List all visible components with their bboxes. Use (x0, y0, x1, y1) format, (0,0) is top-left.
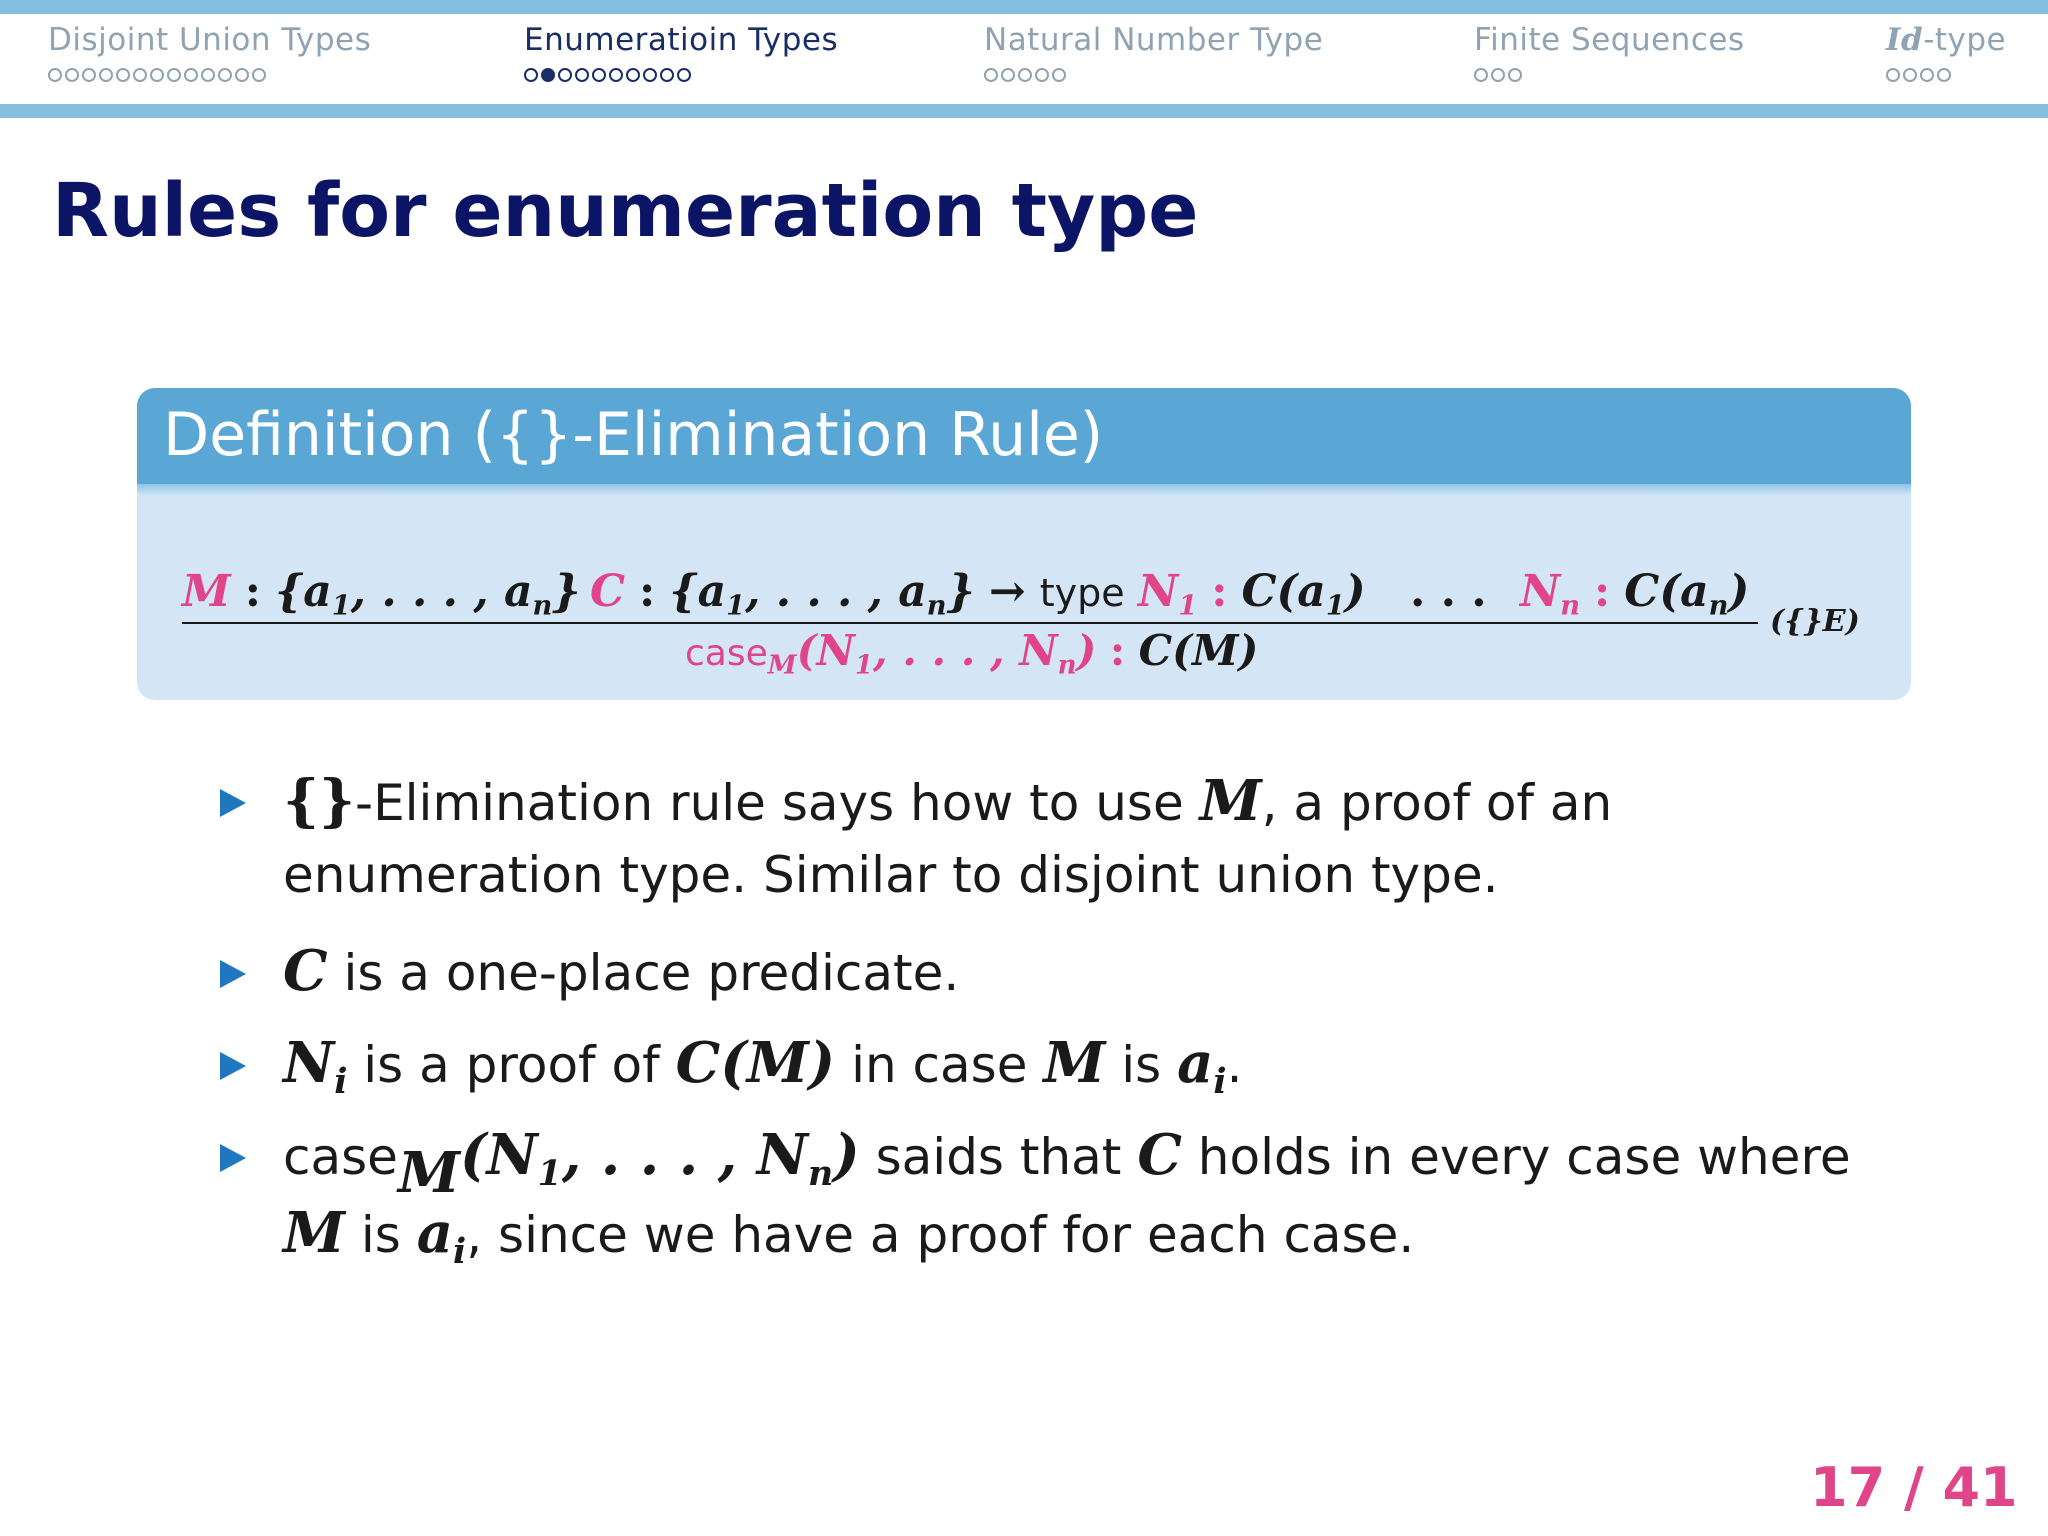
set-open: {a (669, 566, 727, 617)
bullet-3 (283, 1030, 1243, 1103)
conclusion-rhs: C(M) (1138, 626, 1259, 675)
sub: n (926, 589, 947, 622)
args: (N (459, 1122, 538, 1188)
case-word: case (283, 1128, 398, 1186)
colon: : (244, 566, 261, 617)
sub: 1 (854, 650, 873, 681)
frame-dot[interactable] (65, 68, 79, 82)
colon: : (1211, 566, 1228, 617)
bottom-stripe (0, 104, 2048, 118)
frame-dot[interactable] (626, 68, 640, 82)
premise-nn (1520, 566, 1750, 622)
frame-dot[interactable] (184, 68, 198, 82)
frame-dot[interactable] (1937, 68, 1951, 82)
rhs-close: ) (1728, 566, 1750, 617)
args-open: (N (796, 626, 855, 675)
premise-ellipsis: . . . (1410, 566, 1487, 617)
sub: i (453, 1231, 467, 1273)
bullet-1-line-1 (283, 768, 1612, 834)
frame-dot[interactable] (167, 68, 181, 82)
frame-dot[interactable] (1491, 68, 1505, 82)
bullet-arrow-icon (220, 1144, 246, 1172)
args: ) (833, 1122, 860, 1188)
rule-conclusion (685, 626, 1259, 681)
frame-dot[interactable] (48, 68, 62, 82)
frame-dot[interactable] (201, 68, 215, 82)
nav-section-natural-number[interactable] (984, 22, 1323, 82)
args: , . . . , N (561, 1122, 808, 1188)
frame-dot[interactable] (1903, 68, 1917, 82)
frame-dot[interactable] (1920, 68, 1934, 82)
frame-dot[interactable] (1035, 68, 1049, 82)
type-word: type (1039, 571, 1125, 615)
frame-dot[interactable] (133, 68, 147, 82)
nav-section-title: Natural Number Type (984, 22, 1324, 58)
math-a: a (1177, 1030, 1214, 1096)
set-open: {a (274, 566, 332, 617)
slide-title: Rules for enumeration type (52, 168, 1199, 254)
premise-m-in-set (182, 566, 581, 622)
nav-section-id-type[interactable] (1886, 22, 2006, 82)
frame-dot[interactable] (1474, 68, 1488, 82)
id-rest: -type (1923, 22, 2007, 58)
sub: i (334, 1061, 348, 1103)
nav-section-enumeration[interactable] (524, 22, 838, 82)
frame-dot[interactable] (1001, 68, 1015, 82)
math-n: N (283, 1030, 335, 1096)
sub: 1 (331, 589, 351, 622)
nav-section-finite-sequences[interactable] (1474, 22, 1745, 82)
math-m: M (283, 1200, 345, 1266)
args-close: ) (1076, 626, 1097, 675)
rhs: C(a (1624, 566, 1709, 617)
frame-dot[interactable] (252, 68, 266, 82)
current-frame-dot[interactable] (541, 68, 555, 82)
page-number: 17 / 41 (1810, 1456, 2018, 1519)
braces: {} (283, 768, 356, 834)
frame-dot[interactable] (218, 68, 232, 82)
frame-dot[interactable] (524, 68, 538, 82)
set-dots: , . . . , a (350, 566, 533, 617)
nav-section-title: Enumeratioin Types (524, 22, 839, 58)
bullet-arrow-icon (220, 789, 246, 817)
nav-progress-dots (48, 68, 371, 82)
text: , a proof of an (1261, 774, 1613, 832)
sub: n (1560, 589, 1581, 622)
text: saids that (859, 1128, 1138, 1186)
math-cm: C(M) (675, 1030, 836, 1096)
bullet-4-line-2 (283, 1200, 1415, 1273)
sub: M (767, 650, 797, 681)
frame-dot[interactable] (1052, 68, 1066, 82)
premise-n1 (1138, 566, 1366, 622)
frame-dot[interactable] (116, 68, 130, 82)
rule-label: ({}E) (1770, 604, 1860, 639)
nav-section-title (1886, 22, 2006, 58)
frame-dot[interactable] (235, 68, 249, 82)
nav-section-disjoint-union[interactable] (48, 22, 371, 82)
sub: 1 (537, 1153, 562, 1195)
colon: : (639, 566, 656, 617)
case-word: case (685, 633, 768, 674)
text: is (1105, 1036, 1178, 1094)
section-navigation-bar (0, 0, 2048, 118)
frame-dot[interactable] (1886, 68, 1900, 82)
premise-c-predicate (590, 566, 1125, 622)
sub: n (532, 589, 553, 622)
sub: n (1057, 650, 1077, 681)
math-c: C (283, 938, 328, 1004)
frame-dot[interactable] (575, 68, 589, 82)
premise-n: N (1138, 566, 1179, 617)
bullet-2 (283, 938, 959, 1004)
inference-rule-line (182, 622, 1758, 624)
text: is a one-place predicate. (327, 944, 960, 1002)
text: . (1226, 1036, 1243, 1094)
nav-progress-dots (984, 68, 1323, 82)
text: in case (835, 1036, 1044, 1094)
colon: : (1109, 626, 1126, 675)
frame-dot[interactable] (677, 68, 691, 82)
frame-dot[interactable] (82, 68, 96, 82)
sub: M (397, 1139, 460, 1206)
frame-dot[interactable] (592, 68, 606, 82)
sub: 1 (1178, 589, 1198, 622)
frame-dot[interactable] (558, 68, 572, 82)
colon: : (1594, 566, 1611, 617)
sub: 1 (726, 589, 746, 622)
math-m: M (1199, 768, 1262, 834)
bullet-4-line-1 (283, 1122, 1851, 1206)
sub: n (807, 1153, 834, 1195)
bullet-arrow-icon (220, 1052, 246, 1080)
top-stripe (0, 0, 2048, 14)
text: -Elimination rule says how to use (355, 774, 1200, 832)
text: is a proof of (347, 1036, 676, 1094)
definition-header (137, 388, 1911, 484)
frame-dot[interactable] (150, 68, 164, 82)
set-close: } (946, 566, 975, 617)
nav-progress-dots (1474, 68, 1745, 82)
rhs-close: ) (1344, 566, 1366, 617)
text: , since we have a proof for each case. (466, 1206, 1415, 1264)
nav-progress-dots (1886, 68, 2006, 82)
nav-section-title: Disjoint Union Types (48, 22, 372, 58)
sub: i (1213, 1061, 1227, 1103)
sub: 1 (1325, 589, 1345, 622)
premise-m: M (182, 566, 231, 617)
args-mid: , . . . , N (872, 626, 1058, 675)
bullet-1-line-2: enumeration type. Similar to disjoint union type. (283, 846, 1499, 904)
math-m: M (1043, 1030, 1106, 1096)
definition-title: Definition ({}-Elimination Rule) (163, 400, 1104, 470)
set-close: } (552, 566, 581, 617)
rhs: C(a (1241, 566, 1326, 617)
id-math: Id (1886, 22, 1924, 58)
math-a: a (416, 1200, 454, 1266)
nav-section-title: Finite Sequences (1474, 22, 1745, 58)
premise-c: C (590, 566, 626, 617)
bullet-arrow-icon (220, 960, 246, 988)
frame-dot[interactable] (1508, 68, 1522, 82)
set-dots: , . . . , a (745, 566, 927, 617)
frame-dot[interactable] (1018, 68, 1032, 82)
frame-dot[interactable] (660, 68, 674, 82)
arrow: → (988, 566, 1026, 617)
text: is (345, 1206, 417, 1264)
frame-dot[interactable] (609, 68, 623, 82)
frame-dot[interactable] (643, 68, 657, 82)
premise-n: N (1520, 566, 1561, 617)
text: holds in every case where (1181, 1128, 1851, 1186)
math-c: C (1137, 1122, 1182, 1188)
frame-dot[interactable] (984, 68, 998, 82)
frame-dot[interactable] (99, 68, 113, 82)
nav-progress-dots (524, 68, 838, 82)
sub: n (1708, 589, 1729, 622)
